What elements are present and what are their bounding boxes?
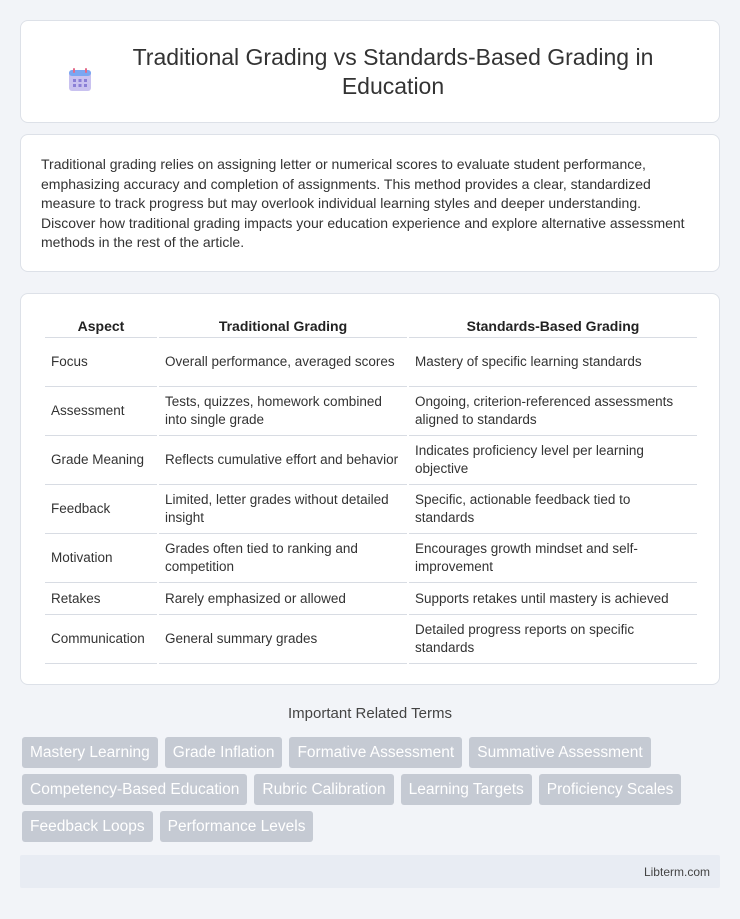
table-row <box>45 436 697 485</box>
table-cell: Indicates proficiency level per learning objective <box>409 436 697 485</box>
intro-text: Traditional grading relies on assigning letter or numerical scores to evaluate student performance, emphasizing accuracy and completion of assignments. This method provides a clear, standardized measure to track progress but may overlook individual learning styles and deeper understanding. Discover how traditional grading impacts your education experience and explore alternative assessment methods in the rest of the article. <box>41 156 685 250</box>
title-wrap <box>50 43 690 101</box>
table-cell: Communication <box>45 615 157 664</box>
related-terms-list <box>22 737 722 848</box>
related-term-tag[interactable]: Performance Levels <box>160 811 314 842</box>
table-cell: Grades often tied to ranking and competition <box>159 534 407 583</box>
table-cell: Motivation <box>45 534 157 583</box>
intro-card <box>20 134 720 272</box>
table-cell: Reflects cumulative effort and behavior <box>159 436 407 485</box>
table-row <box>45 485 697 534</box>
header-card <box>20 20 720 123</box>
related-term-tag[interactable]: Feedback Loops <box>22 811 153 842</box>
table-cell: Rarely emphasized or allowed <box>159 583 407 615</box>
table-cell: Limited, letter grades without detailed insight <box>159 485 407 534</box>
related-term-tag[interactable]: Formative Assessment <box>289 737 462 768</box>
related-term-tag[interactable]: Mastery Learning <box>22 737 158 768</box>
page-title: Traditional Grading vs Standards-Based Grading in Education <box>132 43 654 99</box>
table-cell: Assessment <box>45 387 157 436</box>
table-cell: Mastery of specific learning standards <box>409 338 697 387</box>
related-term-tag[interactable]: Learning Targets <box>401 774 532 805</box>
table-cell: Supports retakes until mastery is achieved <box>409 583 697 615</box>
table-cell: Grade Meaning <box>45 436 157 485</box>
related-term-tag[interactable]: Rubric Calibration <box>254 774 393 805</box>
table-row <box>45 615 697 664</box>
table-cell: Retakes <box>45 583 157 615</box>
table-header-row <box>45 312 697 338</box>
table-cell: Encourages growth mindset and self-improvement <box>409 534 697 583</box>
related-term-tag[interactable]: Grade Inflation <box>165 737 283 768</box>
table-row <box>45 338 697 387</box>
table-cell: Focus <box>45 338 157 387</box>
table-cell: Specific, actionable feedback tied to standards <box>409 485 697 534</box>
column-header: Standards-Based Grading <box>409 312 697 338</box>
table-cell: Ongoing, criterion-referenced assessments aligned to standards <box>409 387 697 436</box>
column-header: Aspect <box>45 312 157 338</box>
table-row <box>45 534 697 583</box>
related-term-tag[interactable]: Competency-Based Education <box>22 774 247 805</box>
calendar-icon <box>67 67 93 93</box>
related-term-tag[interactable]: Proficiency Scales <box>539 774 682 805</box>
table-cell: Tests, quizzes, homework combined into single grade <box>159 387 407 436</box>
footer <box>20 855 720 888</box>
comparison-table <box>43 312 699 664</box>
table-cell: Detailed progress reports on specific standards <box>409 615 697 664</box>
table-row <box>45 583 697 615</box>
table-cell: General summary grades <box>159 615 407 664</box>
column-header: Traditional Grading <box>159 312 407 338</box>
table-cell: Overall performance, averaged scores <box>159 338 407 387</box>
table-row <box>45 387 697 436</box>
table-cell: Feedback <box>45 485 157 534</box>
comparison-table-card <box>20 293 720 685</box>
related-terms-title: Important Related Terms <box>288 705 452 722</box>
footer-brand[interactable]: Libterm.com <box>643 865 710 879</box>
related-term-tag[interactable]: Summative Assessment <box>469 737 650 768</box>
